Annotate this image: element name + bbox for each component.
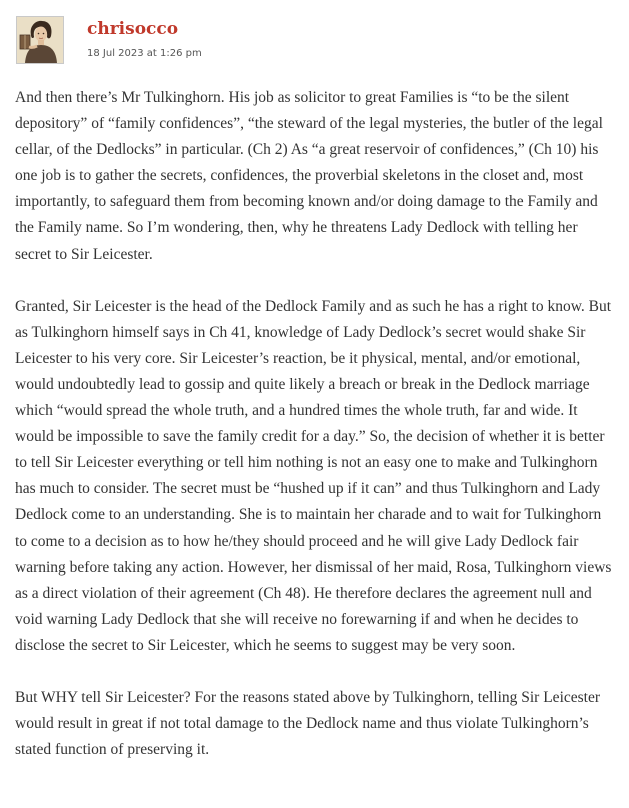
victorian-woman-reading-icon <box>17 17 63 63</box>
comment-timestamp-link[interactable]: 18 Jul 2023 at 1:26 pm <box>87 48 202 59</box>
author-name-link[interactable]: chrisocco <box>87 19 179 39</box>
avatar[interactable] <box>16 16 64 64</box>
comment-paragraph: And then there’s Mr Tulkinghorn. His job as solicitor to great Families is “to be the silent depository” of “family confidences”, “the steward of the legal mysteries, the butler of the legal cellar, of the Dedlocks” in particular. (Ch 2) As “a great reservoir of confidences,” (Ch 10) his one job is to gather the secrets, confidences, the proverbial skeletons in the closet and, most importantly, to safeguard them from becoming known and/or doing damage to the Family and the Family name. So I’m wondering, then, why he threatens Lady Dedlock with telling her secret to Sir Leicester. <box>15 89 603 263</box>
comment-paragraph: But WHY tell Sir Leicester? For the reasons stated above by Tulkinghorn, telling Sir Leicester would result in great if not total damage to the Dedlock name and thus violate Tulkinghorn’s stated function of preserving it. <box>15 688 601 759</box>
comment-paragraph: Granted, Sir Leicester is the head of the Dedlock Family and as such he has a right to know. But as Tulkinghorn himself says in Ch 41, knowledge of Lady Dedlock’s secret would shake Sir Leicester to his very core. Sir Leicester’s reaction, be it physical, mental, and/or emotional, would undoubtedly lead to gossip and quite likely a breach or break in the Dedlock marriage which “would spread the whole truth, and a hundred times the whole truth, far and wide. It would be impossible to save the family credit for a day.” So, the decision of whether it is better to tell Sir Leicester everything or tell him nothing is not an easy one to make and Tulkinghorn has much to consider. The secret must be “hushed up if it can” and thus Tulkinghorn and Lady Dedlock come to an understanding. She is to maintain her charade and to wait for Tulkinghorn to come to a decision as to how he/they should proceed and he will give Lady Dedlock fair warning before taking any action. However, her dismissal of her maid, Rosa, Tulkinghorn views as a direct violation of their agreement (Ch 48). He therefore declares the agreement null and void warning Lady Dedlock that she will receive no forewarning if and when he decides to disclose the secret to Sir Leicester, which he seems to suggest may be very soon. <box>15 297 612 654</box>
comment-body <box>15 85 615 789</box>
